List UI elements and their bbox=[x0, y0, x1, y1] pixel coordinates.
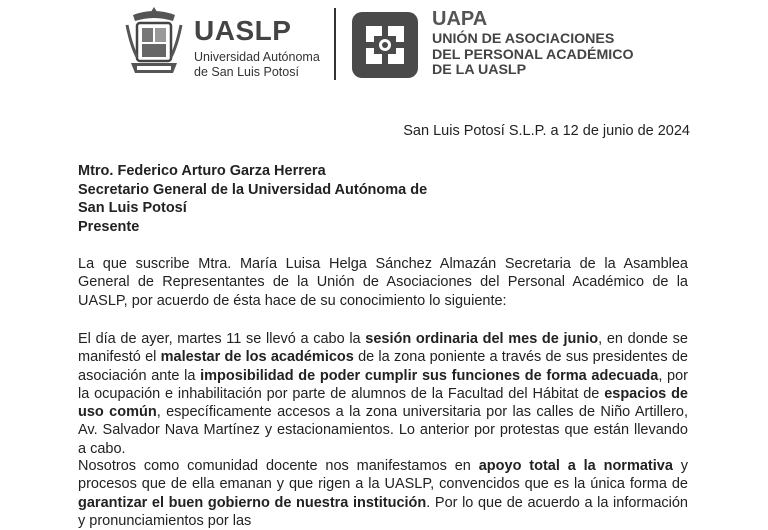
letter-date: San Luis Potosí S.L.P. a 12 de junio de 2024 bbox=[403, 123, 690, 139]
p3-text-3: . Por lo que de acuerdo a la información y pronunciamientos por las bbox=[78, 494, 688, 529]
paragraph-2 bbox=[78, 330, 688, 458]
uaslp-subtitle bbox=[194, 50, 320, 80]
p2-bold-1: sesión ordinaria del mes de junio bbox=[365, 331, 599, 347]
p2-text-4: , por la ocupación e inhabilitación por parte de alumnos de la Facultad del Hábitat de bbox=[78, 367, 688, 402]
recipient-name: Mtro. Federico Arturo Garza Herrera bbox=[78, 163, 326, 179]
uaslp-subtitle-line2: de San Luis Potosí bbox=[194, 65, 299, 79]
paragraph-1-text: La que suscribe Mtra. María Luisa Helga Sánchez Almazán Secretaria de la Asamblea General de Representantes de la Unión de Asociaciones del Personal Académico de la UASLP, por acuerdo de ésta hace de su conocimiento lo siguiente: bbox=[78, 256, 688, 309]
p2-text-2: , en donde se manifestó el bbox=[78, 331, 688, 366]
recipient-institution: San Luis Potosí bbox=[78, 200, 187, 216]
paragraph-1 bbox=[78, 255, 688, 310]
uaslp-coat-of-arms-icon bbox=[123, 5, 185, 79]
p2-text-5: , específicamente accesos a la zona universitaria por las calles de Niño Artillero, Av. Salvador Nava Martínez y estacionamientos. Lo anterior por protestas que están llevando a cabo. bbox=[78, 404, 688, 457]
uapa-subtitle-line1: UNIÓN DE ASOCIACIONES bbox=[432, 31, 615, 47]
p3-bold-1: apoyo total a la normativa bbox=[478, 458, 673, 474]
uapa-emblem-icon bbox=[352, 12, 418, 78]
p3-text-2: y procesos que de ella emanan y que rigen a la UASLP, convencidos que es la única forma de bbox=[78, 458, 689, 493]
p3-text-1: Nosotros como comunidad docente nos manifestamos en bbox=[78, 458, 479, 474]
uapa-subtitle-line3: DE LA UASLP bbox=[432, 62, 527, 78]
uapa-subtitle-line2: DEL PERSONAL ACADÉMICO bbox=[432, 46, 634, 63]
p2-bold-4: espacios de uso común bbox=[78, 385, 688, 421]
header-divider bbox=[334, 8, 336, 80]
uapa-subtitle bbox=[432, 32, 634, 79]
uaslp-subtitle-line1: Universidad Autónoma bbox=[194, 50, 320, 64]
p2-bold-2: malestar de los académicos bbox=[160, 349, 354, 366]
recipient-salutation: Presente bbox=[78, 218, 140, 235]
recipient-block bbox=[78, 162, 427, 236]
p2-text-3: de la zona poniente a través de sus presidentes de asociación ante la bbox=[78, 349, 688, 384]
p3-bold-2: garantizar el buen gobierno de nuestra institución bbox=[78, 494, 427, 511]
recipient-title: Secretario General de la Universidad Autónoma de bbox=[78, 181, 428, 198]
uaslp-title: UASLP bbox=[194, 15, 292, 46]
uapa-title: UAPA bbox=[432, 8, 488, 30]
p2-text-1: El día de ayer, martes 11 se llevó a cabo la bbox=[78, 331, 366, 347]
paragraph-3 bbox=[78, 457, 688, 530]
p2-bold-3: imposibilidad de poder cumplir sus funciones de forma adecuada bbox=[200, 367, 659, 384]
